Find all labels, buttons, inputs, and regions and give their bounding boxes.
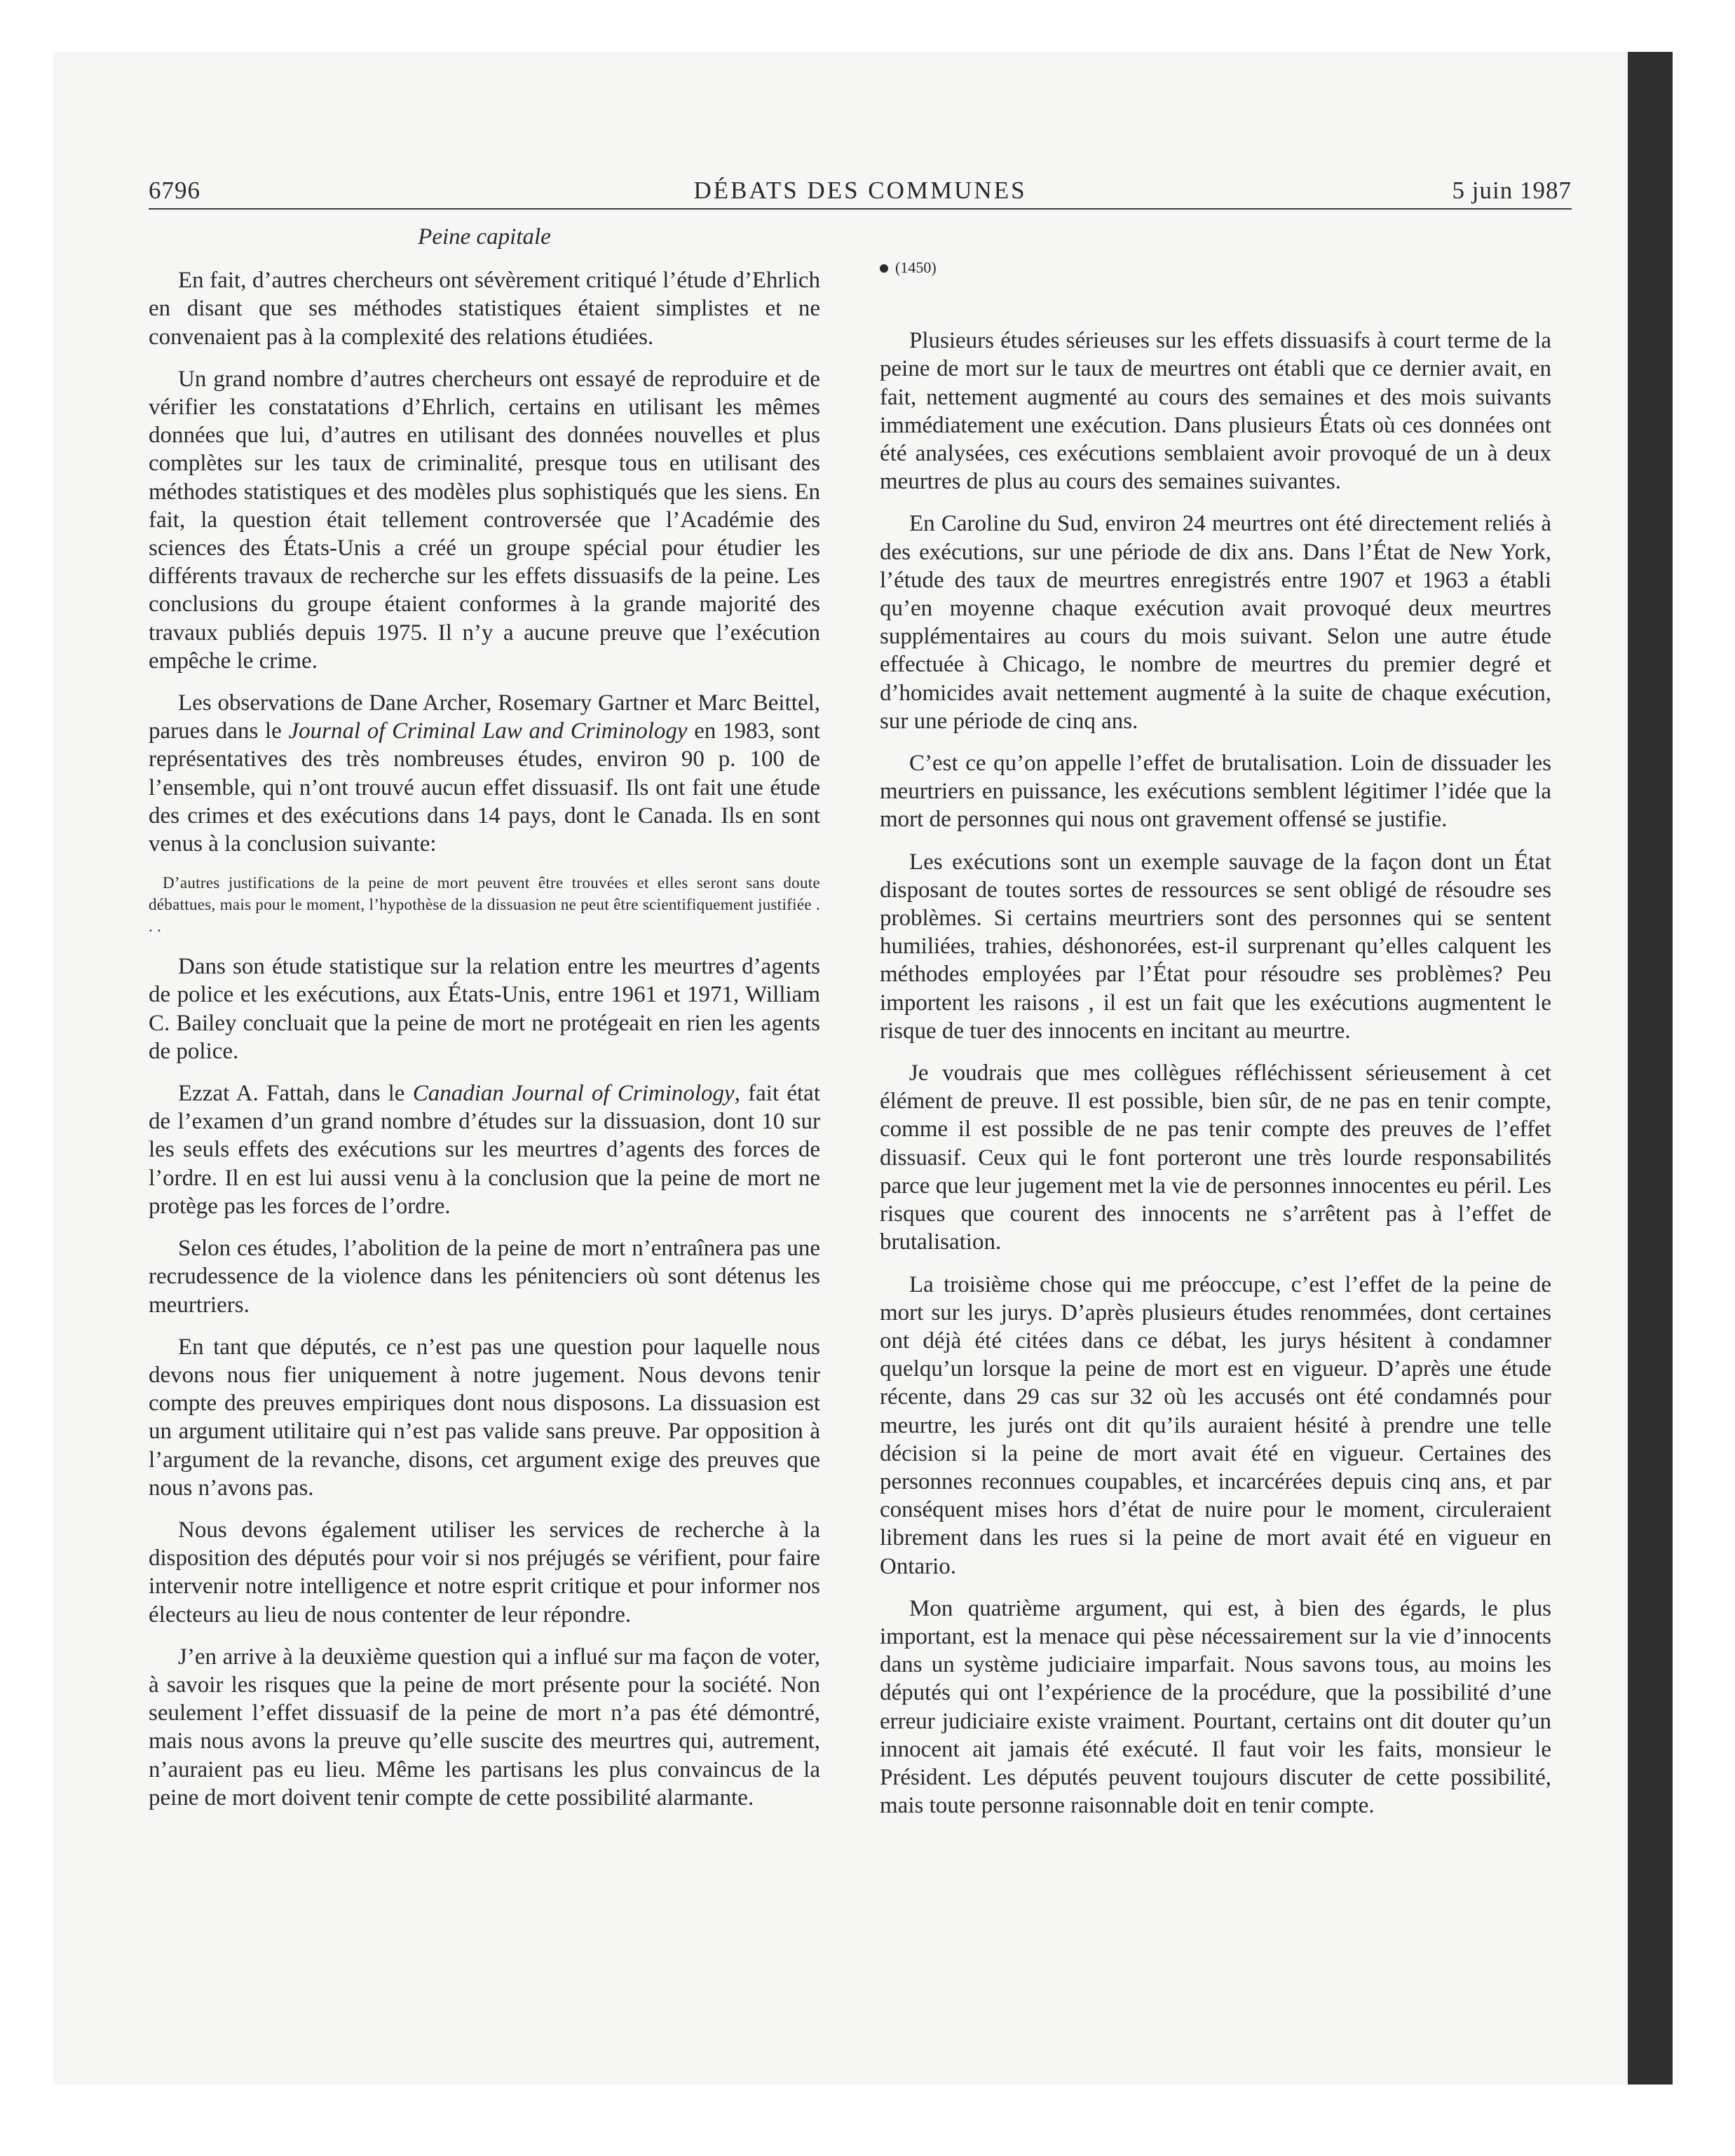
paragraph: En Caroline du Sud, environ 24 meurtres ont été directement reliés à des exécutions, sur une période de dix ans. Dans l’État de New York, l’étude des taux de meurtres enregistrés entre 1907 et 1963 a établi qu’en moyenne chaque exécution avait provoqué deux meurtres supplémentaires au cours du mois suivant. Selon une autre étude effectuée à Chicago, le nombre de meurtres du premier degré et d’homicides avait nettement augmenté à la suite de chaque exécution, sur une période de cinq ans. [880, 511, 1551, 734]
paragraph: Selon ces études, l’abolition de la peine de mort n’entraînera pas une recrudessence de la violence dans les pénitenciers où sont détenus les meurtriers. [149, 1236, 820, 1318]
paragraph: Mon quatrième argument, qui est, à bien des égards, le plus important, est la menace qui pèse nécessairement sur la vie d’innocents dans un système judiciaire imparfait. Nous savons tous, au moins les députés qui ont l’expérience de la procédure, que la possibilité d’une erreur judiciaire existe vraiment. Pourtant, certains ont dit douter qu’un innocent ait jamais été exécuté. Il faut voir les faits, monsieur le Président. Les députés peuvent toujours discuter de cette possibilité, mais toute personne raisonnable doit en tenir compte. [880, 1595, 1551, 1819]
time-marker-label: (1450) [895, 259, 937, 276]
text-run: , fait état de l’examen d’un grand nombre d’études sur la dissuasion, dont 10 sur les seuls effets des exécutions sur les meurtres d’agents des forces de l’ordre. Il en est lui aussi venu à la conclusion que la peine de mort ne protège pas les forces de l’ordre. [149, 1081, 821, 1219]
paragraph: Dans son étude statistique sur la relation entre les meurtres d’agents de police et les exécutions, aux États-Unis, entre 1961 et 1971, William C. Bailey concluait que la peine de mort ne protégeait en rien les agents de police. [149, 954, 820, 1064]
header-rule [149, 208, 1572, 210]
text-run: en 1983, sont représentatives des très nombreuses études, environ 90 p. 100 de l’ensemble, qui n’ont trouvé aucun effet dissuasif. Ils ont fait une étude des crimes et des exécutions dans 14 pays, dont le Canada. Ils en sont venus à la conclusion suivante: [149, 718, 820, 857]
paragraph: Un grand nombre d’autres chercheurs ont essayé de reproduire et de vérifier les constatations d’Ehrlich, certains en utilisant les mêmes données que lui, d’autres en utilisant des données nouvelles et plus complètes sur les taux de criminalité, presque tous en utilisant des méthodes statistiques et des modèles plus sophistiqués que les siens. En fait, la question était tellement controversée que l’Académie des sciences des États-Unis a créé un groupe spécial pour étudier les différents travaux de recherche sur les effets dissuasifs de la peine. Les conclusions du groupe étaient conformes à la grande majorité des travaux publiés depuis 1975. Il n’y a aucune preuve que l’exécution empêche le crime. [149, 366, 820, 674]
text-run: Les observations de Dane Archer, Rosemary Gartner et Marc Beittel, parues dans le [149, 690, 820, 744]
publication-title: DÉBATS DES COMMUNES [693, 177, 1027, 204]
page-number: 6796 [149, 177, 200, 204]
paragraph: Les exécutions sont un exemple sauvage de la façon dont un État disposant de toutes sortes de ressources se sent obligé de résoudre ses problèmes. Si certains meurtriers sont des personnes qui se sentent humiliées, trahies, déshonorées, est-il surprenant qu’elles calquent les méthodes employées par l’État pour résoudre ses problèmes? Peu importent les raisons , il est un fait que les exécutions augmentent le risque de tuer des innocents en incitant au meurtre. [880, 849, 1551, 1044]
paragraph: J’en arrive à la deuxième question qui a influé sur ma façon de voter, à savoir les risques que la peine de mort présente pour la société. Non seulement l’effet dissuasif de la peine de mort n’a pas été démontré, mais nous avons la preuve qu’elle suscite des meurtres qui, autrement, n’auraient pas eu lieu. Même les partisans les plus convaincus de la peine de mort doivent tenir compte de cette possibilité alarmante. [149, 1644, 820, 1810]
text-run: Ezzat A. Fattah, dans le [178, 1081, 413, 1107]
paragraph: Nous devons également utiliser les services de recherche à la disposition des députés pour voir si nos préjugés se vérifient, pour faire intervenir notre intelligence et notre esprit critique et pour informer nos électeurs au lieu de nous contenter de leur répondre. [149, 1517, 820, 1628]
paragraph [149, 689, 820, 858]
time-marker [880, 254, 1551, 282]
paragraph: En fait, d’autres chercheurs ont sévèrement critiqué l’étude d’Ehrlich en disant que ses méthodes statistiques étaient simplistes et ne convenaient pas à la complexité des relations étudiées. [149, 268, 820, 350]
paragraph: La troisième chose qui me préoccupe, c’est l’effet de la peine de mort sur les jurys. D’après plusieurs études renommées, dont certaines ont déjà été citées dans ce débat, les jurys hésitent à condamner quelqu’un lorsque la peine de mort est en vigueur. D’après une étude récente, dans 29 cas sur 32 où les accusés ont été condamnés pour meurtre, les jurés ont dit qu’ils auraient hésité à prendre une telle décision si la peine de mort avait été en vigueur. Certaines des personnes reconnues coupables, et incarcérées depuis cinq ans, et par conséquent mises hors d’état de nuire pour le moment, circuleraient librement dans les rues si la peine de mort avait été en vigueur en Ontario. [880, 1271, 1551, 1579]
left-column [149, 223, 820, 1826]
paragraph: Je voudrais que mes collègues réfléchissent sérieusement à cet élément de preuve. Il est possible, bien sûr, de ne pas en tenir compte, comme il est possible de ne pas tenir compte des preuves de l’effet dissuasif. Ceux qui le font porteront une très lourde responsabilités parce que leur jugement met la vie de personnes innocentes eu péril. Les risques que courent des innocents ne s’arrêtent pas à l’effet de brutalisation. [880, 1060, 1551, 1255]
publication-date: 5 juin 1987 [1452, 177, 1572, 204]
journal-title: Canadian Journal of Criminology [412, 1081, 735, 1107]
right-column [880, 223, 1551, 1834]
paragraph: En tant que députés, ce n’est pas une question pour laquelle nous devons nous fier uniquement à notre jugement. Nous devons tenir compte des preuves empiriques dont nous disposons. La dissuasion est un argument utilitaire qui n’est pas valide sans preuve. Par opposition à l’argument de la revanche, disons, cet argument exige des preuves que nous n’avons pas. [149, 1334, 820, 1501]
paragraph: Plusieurs études sérieuses sur les effets dissuasifs à court terme de la peine de mort sur le taux de meurtres ont établi que ce dernier avait, en fait, nettement augmenté au cours des semaines et des mois suivants immédiatement une exécution. Dans plusieurs États où ces données ont été analysées, ces exécutions semblaient avoir provoqué de un à deux meurtres de plus au cours des semaines suivantes. [880, 328, 1551, 495]
bullet-icon [880, 264, 888, 273]
block-quote: D’autres justifications de la peine de mort peuvent être trouvées et elles seront sans doute débattues, mais pour le moment, l’hypothèse de la dissuasion ne peut être scientifiquement justifiée . . . [149, 874, 820, 936]
paragraph [149, 1079, 820, 1220]
journal-title: Journal of Criminal Law and Criminology [288, 718, 688, 744]
paragraph: C’est ce qu’on appelle l’effet de brutalisation. Loin de dissuader les meurtriers en puissance, les exécutions semblent légitimer l’idée que la mort de personnes qui nous ont gravement offensé se justifie. [880, 751, 1551, 833]
section-subheading: Peine capitale [418, 224, 551, 250]
page-header [149, 177, 1572, 210]
binding-edge [1628, 52, 1673, 2085]
